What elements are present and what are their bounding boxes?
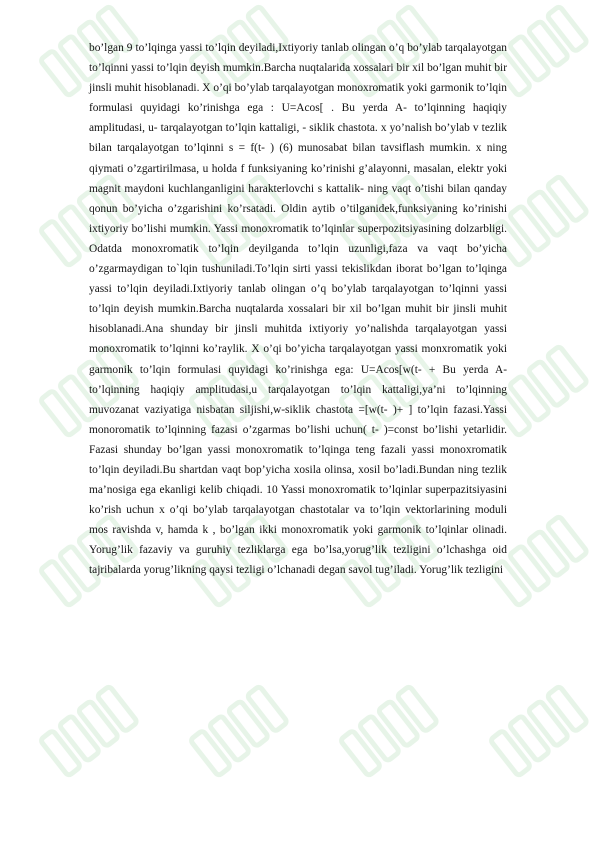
watermark-stroke bbox=[209, 715, 250, 761]
watermark-stroke bbox=[528, 701, 569, 747]
watermark-stroke bbox=[547, 176, 588, 222]
watermark-stroke bbox=[509, 545, 550, 591]
watermark-stroke bbox=[490, 730, 531, 776]
watermark-stroke bbox=[40, 730, 81, 776]
watermark-stroke bbox=[78, 701, 119, 747]
watermark-stroke bbox=[40, 50, 81, 96]
body-text: bo’lgan 9 to’lqinga yassi to’lqin deyiladi,Ixtiyoriy tanlab olingan o’q bo’ylab tarqalayotgan to’lqinni yassi to’lqin deyish mumkin.Barcha nuqtalarida xossalari bir xil bo’lgan muhit bir jinsli muhit hisoblanadi. X o’qi bo’ylab tarqalayotgan monoxromatik yoki garmonik to’lqin formulasi quyidagi ko’rinishga ega : U=Acos[ . Bu yerda A- to’lqinning haqiqiy amplitudasi, u- tarqalayotgan to’lqin kattaligi, - siklik chastota. x yo’nalish bo’ylab v tezlik bilan tarqalayotgan to’lqinni s = f(t- ) (6) munosabat bilan tavsiflash mumkin. x ning qiymati o’zgartirilmasa, u holda f funksiyaning ko’rinishi g’alayonni, masalan, elektr yoki magnit maydoni kuchlanganligini harakterlovchi s kattalik- ning vaqt o’tishi bilan qanday qonun bo’yicha o’zgarishini ko’rsatadi. Oldin aytib o’tilganidek,funksiyaning ko’rinishi ixtiyoriy bo’lishi mumkin. Yassi monoxromatik to’lqinlar superpozitsiyasining dolzarbligi. Odatda monoxromatik to’lqin deyilganda to’lqin uzunligi,faza va vaqt bo’yicha o’zgarmaydigan to`lqin tushuniladi.To’lqin sirti yassi tekislikdan iborat bo’lgan to’lqinga yassi to’lqin deyiladi.Ixtiyoriy tanlab olingan o’q bo’ylab tarqalayotgan to’lqinni yassi to’lqin deyish mumkin.Barcha nuqtalarda xossalari bir xil bo’lgan muhit bir jinsli muhit hisoblanadi.Ana shunday bir jinsli muhitda ixtiyoriy yo’nalishda tarqalayotgan yassi monoxromatik to’lqinni ko’raylik. X o’qi bo’yicha tarqalayotgan yassi monxromatik yoki garmonik to’lqin formulasi quyidagi ko’rinishga ega: U=Acos[w(t- + Bu yerda A-to’lqinning haqiqiy amplitudasi,u tarqalayotgan to’lqin kattaligi,ya’ni to’lqinning muvozanat vaziyatiga nisbatan siljishi,w-siklik chastota =[w(t- )+ ] to’lqin fazasi.Yassi monoromatik to’lqinning fazasi o’zgarmas bo’lishi uchun( t- )=const bo’lishi yetarlidir. Fazasi shunday bo’lgan yassi monoxromatik to’lqinga teng fazali yassi monoxromatik to’lqin deyiladi.Bu shartdan vaqt bop’yicha xosila olinsa, xosil bo’ladi.Bundan ning tezlik ma’nosiga ega ekanligi kelib chiqadi. 10 Yassi monoxromatik to’lqinlar superpazitsiyasini ko’rish uchun x o’qi bo’ylab tarqalayotgan chastotalar va to’lqin vektorlarining moduli mos ravishda v, hamda k , bo’lgan ikki monoxromatik yoki garmonik to’lqinlar olinadi. Yorug’lik fazaviy va guruhiy tezliklarga ega bo’lsa,yorug’lik tezligini o’lchashga oid tajribalarda yorug’likning qaysi tezligi o’lchanadi degan savol tug’iladi. Yorug’lik tezligini bbox=[89, 42, 507, 577]
watermark-stroke bbox=[397, 686, 438, 732]
watermark-stroke bbox=[40, 390, 81, 436]
watermark-stroke bbox=[547, 346, 588, 392]
watermark-mark bbox=[490, 686, 588, 776]
watermark-mark bbox=[190, 686, 288, 776]
watermark-stroke bbox=[528, 191, 569, 237]
watermark-stroke bbox=[509, 35, 550, 81]
watermark-stroke bbox=[97, 686, 138, 732]
watermark-stroke bbox=[40, 220, 81, 266]
watermark-stroke bbox=[528, 361, 569, 407]
watermark-stroke bbox=[378, 701, 419, 747]
watermark-stroke bbox=[509, 375, 550, 421]
watermark-stroke bbox=[547, 686, 588, 732]
watermark-stroke bbox=[509, 715, 550, 761]
watermark-mark bbox=[340, 686, 438, 776]
watermark-stroke bbox=[547, 516, 588, 562]
watermark-stroke bbox=[340, 730, 381, 776]
watermark-stroke bbox=[247, 686, 288, 732]
watermark-stroke bbox=[59, 715, 100, 761]
watermark-stroke bbox=[528, 531, 569, 577]
watermark-stroke bbox=[528, 21, 569, 67]
watermark-stroke bbox=[228, 701, 269, 747]
watermark-stroke bbox=[547, 6, 588, 52]
watermark-stroke bbox=[190, 730, 231, 776]
watermark-stroke bbox=[40, 560, 81, 606]
watermark-mark bbox=[40, 686, 138, 776]
watermark-stroke bbox=[359, 715, 400, 761]
watermark-stroke bbox=[509, 205, 550, 251]
